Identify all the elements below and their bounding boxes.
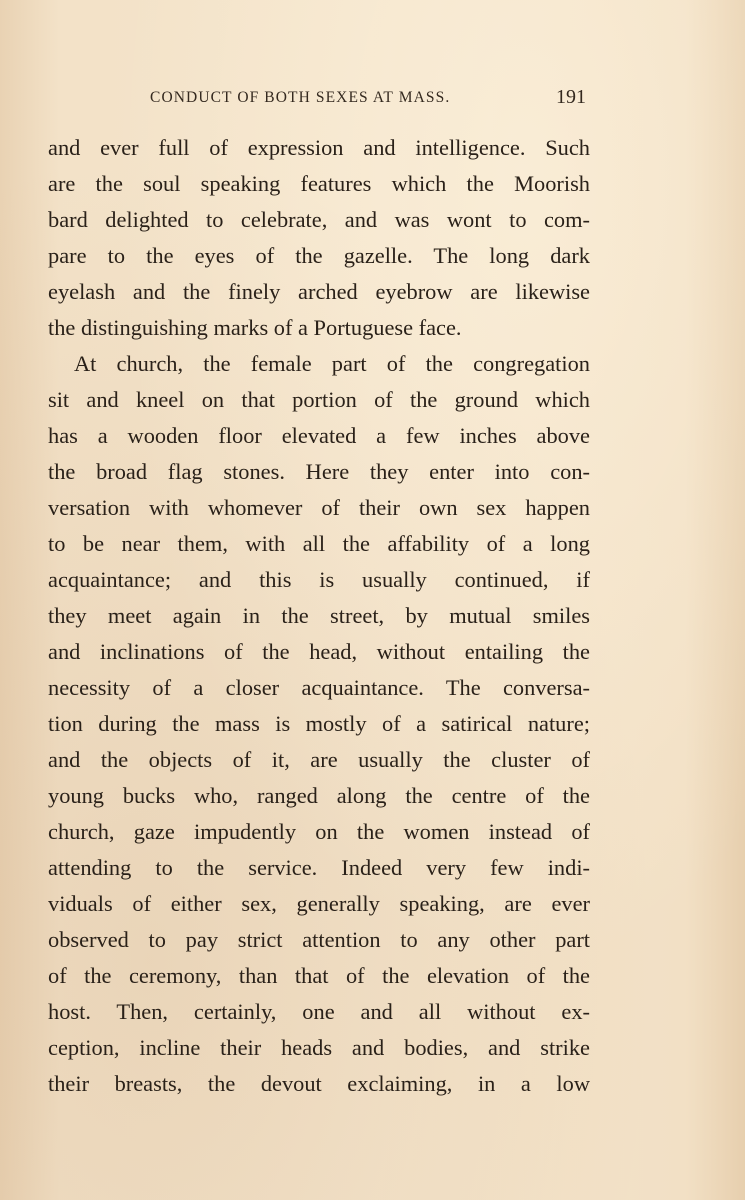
text-line: and inclinations of the head, without entailing the <box>48 639 590 664</box>
text-line: ception, incline their heads and bodies, and strike <box>48 1035 590 1060</box>
text-line: pare to the eyes of the gazelle. The long dark <box>48 243 590 268</box>
text-line: acquaintance; and this is usually continued, if <box>48 567 590 592</box>
text-line: to be near them, with all the affability of a long <box>48 531 590 556</box>
text-line: are the soul speaking features which the Moorish <box>48 171 590 196</box>
text-line: bard delighted to celebrate, and was wont to com- <box>48 207 590 232</box>
text-line: necessity of a closer acquaintance. The conversa- <box>48 675 590 700</box>
text-line: they meet again in the street, by mutual smiles <box>48 603 590 628</box>
text-line: versation with whomever of their own sex happen <box>48 495 590 520</box>
text-line: tion during the mass is mostly of a satirical nature; <box>48 711 590 736</box>
text-line: and ever full of expression and intelligence. Such <box>48 135 590 160</box>
text-line: observed to pay strict attention to any other part <box>48 927 590 952</box>
running-title: CONDUCT OF BOTH SEXES AT MASS. <box>150 89 451 106</box>
text-line: of the ceremony, than that of the elevation of the <box>48 963 590 988</box>
text-line: has a wooden floor elevated a few inches above <box>48 423 590 448</box>
text-line: sit and kneel on that portion of the ground which <box>48 387 590 412</box>
body-text <box>48 130 590 1102</box>
page-number: 191 <box>556 86 586 108</box>
text-line: the broad flag stones. Here they enter into con- <box>48 459 590 484</box>
text-line: host. Then, certainly, one and all without ex- <box>48 999 590 1024</box>
paragraph-start-line: At church, the female part of the congregation <box>74 351 590 376</box>
page-header <box>48 86 592 116</box>
text-line: attending to the service. Indeed very few indi- <box>48 855 590 880</box>
text-line: and the objects of it, are usually the cluster of <box>48 747 590 772</box>
text-line: the distinguishing marks of a Portuguese face. <box>48 315 462 340</box>
text-line: young bucks who, ranged along the centre of the <box>48 783 590 808</box>
text-line: church, gaze impudently on the women instead of <box>48 819 590 844</box>
text-line: their breasts, the devout exclaiming, in a low <box>48 1071 590 1096</box>
text-line: eyelash and the finely arched eyebrow are likewise <box>48 279 590 304</box>
text-line: viduals of either sex, generally speaking, are ever <box>48 891 590 916</box>
